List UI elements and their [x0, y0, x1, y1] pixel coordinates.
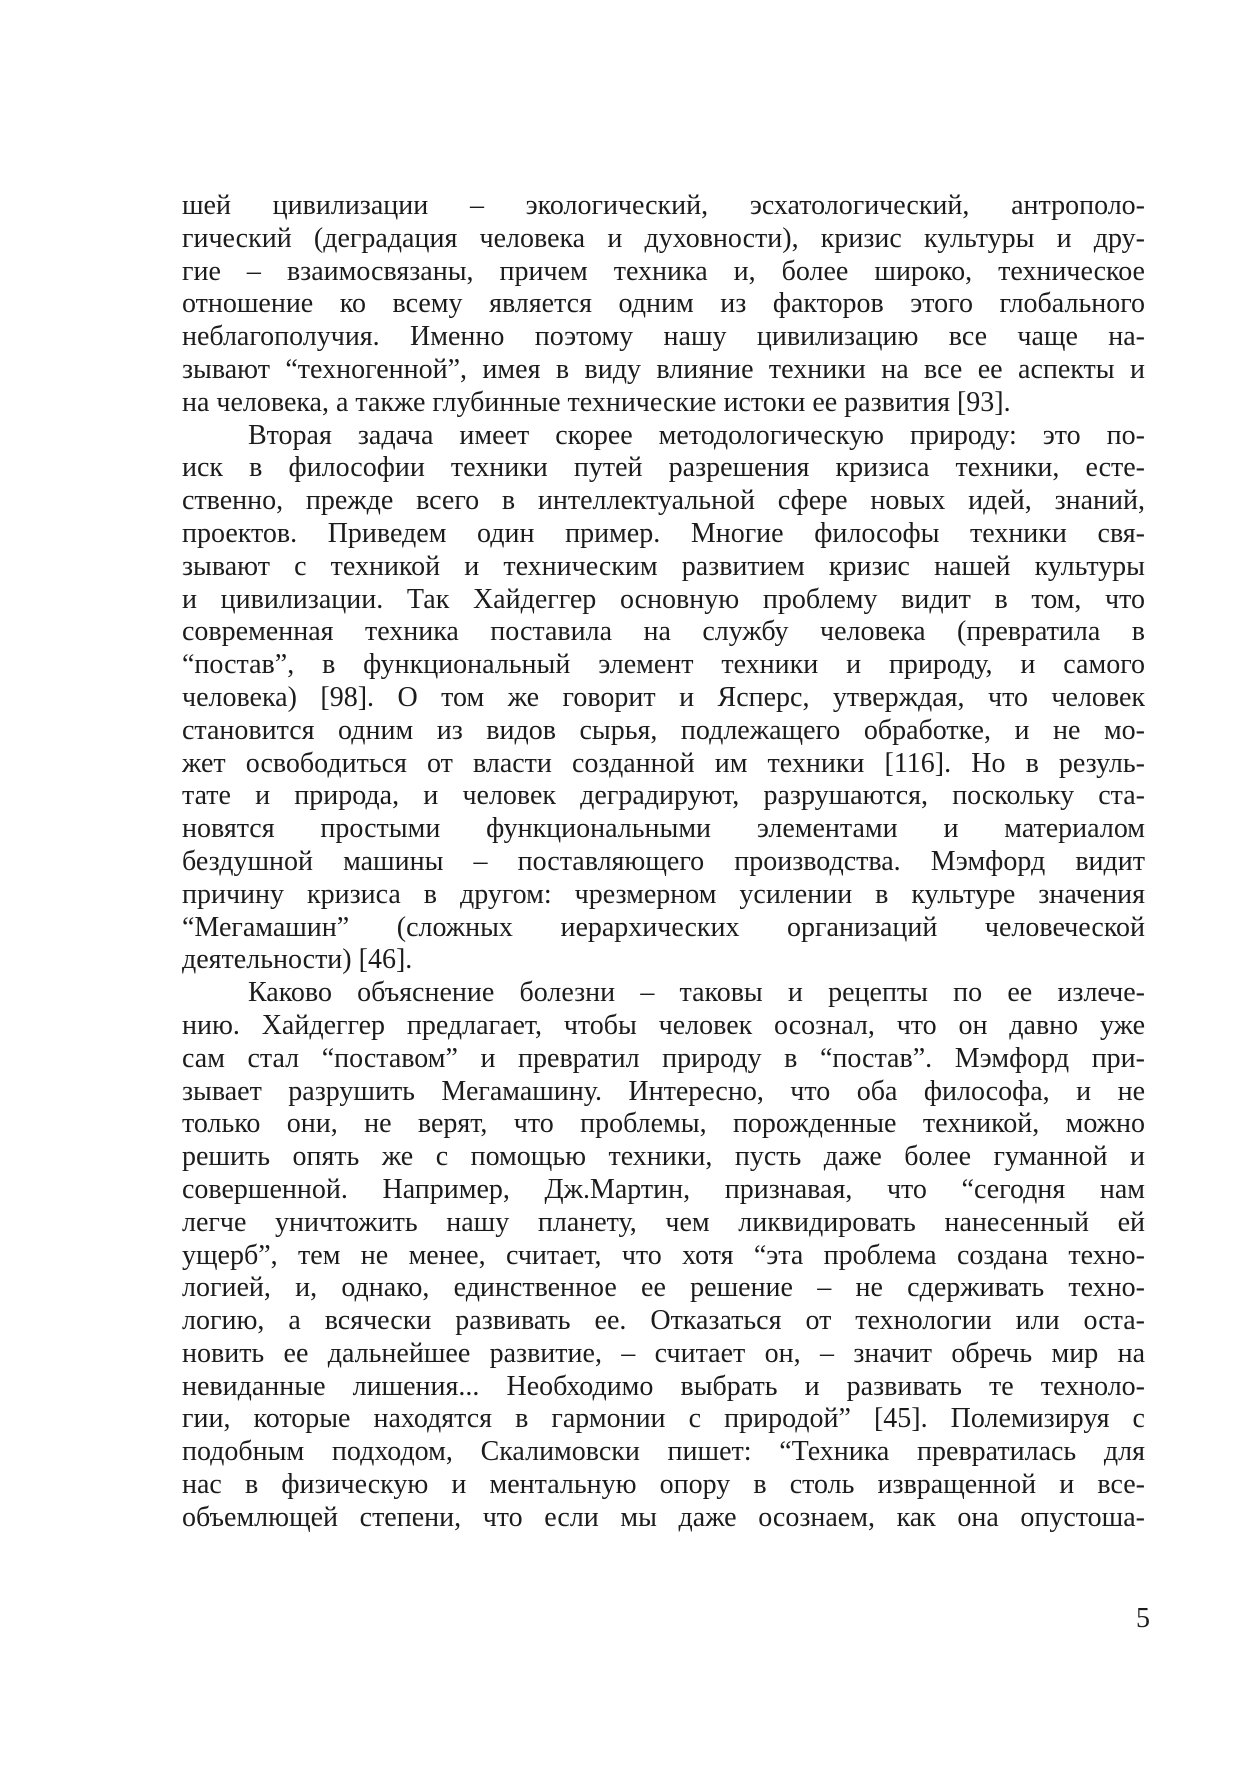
paragraph-first-line: Вторая задача имеет скорее методологическую природу: это по- [248, 419, 1145, 451]
text-line: совершенной. Например, Дж.Мартин, признавая, что “сегодня нам [182, 1173, 1145, 1205]
text-line: новятся простыми функциональными элементами и материалом [182, 813, 1145, 845]
text-line: зывает разрушить Мегамашину. Интересно, что оба философа, и не [182, 1075, 1145, 1107]
text-line: становится одним из видов сырья, подлежащего обработке, и не мо- [182, 714, 1145, 746]
text-line: гие – взаимосвязаны, причем техника и, более широко, техническое [182, 255, 1145, 287]
text-line: гический (деградация человека и духовности), кризис культуры и дру- [182, 222, 1145, 254]
text-line: иск в философии техники путей разрешения кризиса техники, есте- [182, 452, 1145, 484]
text-line: деятельности) [46]. [182, 944, 413, 976]
text-line: шей цивилизации – экологический, эсхатологический, антрополо- [182, 190, 1145, 221]
text-line: новить ее дальнейшее развитие, – считает он, – значит обречь мир на [182, 1337, 1145, 1369]
text-line: зывают с техникой и техническим развитием кризис нашей культуры [182, 550, 1145, 582]
text-line: отношение ко всему является одним из факторов этого глобального [182, 288, 1145, 320]
text-line: только они, не верят, что проблемы, порожденные техникой, можно [182, 1108, 1145, 1140]
text-line: причину кризиса в другом: чрезмерном усилении в культуре значения [182, 878, 1145, 910]
text-line: и цивилизации. Так Хайдеггер основную проблему видит в том, что [182, 583, 1145, 615]
text-line: нию. Хайдеггер предлагает, чтобы человек осознал, что он давно уже [182, 1009, 1145, 1041]
text-line: невиданные лишения... Необходимо выбрать и развивать те техноло- [182, 1370, 1145, 1402]
text-line: человека) [98]. О том же говорит и Ясперс, утверждая, что человек [182, 681, 1145, 713]
text-line: зывают “техногенной”, имея в виду влияние техники на все ее аспекты и [182, 353, 1145, 385]
text-line: ственно, прежде всего в интеллектуальной сфере новых идей, знаний, [182, 485, 1145, 517]
text-line: неблагополучия. Именно поэтому нашу цивилизацию все чаще на- [182, 321, 1145, 353]
body-text [182, 190, 1145, 1535]
text-line: бездушной машины – поставляющего производства. Мэмфорд видит [182, 845, 1145, 877]
text-line: сам стал “поставом” и превратил природу в “постав”. Мэмфорд при- [182, 1042, 1145, 1074]
text-line: “Мегамашин” (сложных иерархических организаций человеческой [182, 911, 1145, 943]
text-line: решить опять же с помощью техники, пусть даже более гуманной и [182, 1141, 1145, 1173]
text-line: подобным подходом, Скалимовски пишет: “Техника превратилась для [182, 1436, 1145, 1468]
text-line: легче уничтожить нашу планету, чем ликвидировать нанесенный ей [182, 1206, 1145, 1238]
text-line: логию, а всячески развивать ее. Отказаться от технологии или оста- [182, 1305, 1145, 1337]
paragraph-first-line: Каково объяснение болезни – таковы и рецепты по ее излече- [248, 977, 1145, 1009]
text-line: на человека, а также глубинные технические истоки ее развития [93]. [182, 386, 1011, 418]
text-line: гии, которые находятся в гармонии с природой” [45]. Полемизируя с [182, 1403, 1145, 1435]
text-line: объемлющей степени, что если мы даже осознаем, как она опустоша- [182, 1501, 1145, 1533]
text-line: современная техника поставила на службу человека (превратила в [182, 616, 1145, 648]
text-line: жет освободиться от власти созданной им техники [116]. Но в резуль- [182, 747, 1145, 779]
text-line: проектов. Приведем один пример. Многие философы техники свя- [182, 517, 1145, 549]
text-line: логией, и, однако, единственное ее решение – не сдерживать техно- [182, 1272, 1145, 1304]
page-number: 5 [1136, 1603, 1150, 1634]
text-line: нас в физическую и ментальную опору в столь извращенной и все- [182, 1469, 1145, 1501]
text-line: “постав”, в функциональный элемент техники и природу, и самого [182, 649, 1145, 681]
text-line: ущерб”, тем не менее, считает, что хотя “эта проблема создана техно- [182, 1239, 1145, 1271]
text-line: тате и природа, и человек деградируют, разрушаются, поскольку ста- [182, 780, 1145, 812]
